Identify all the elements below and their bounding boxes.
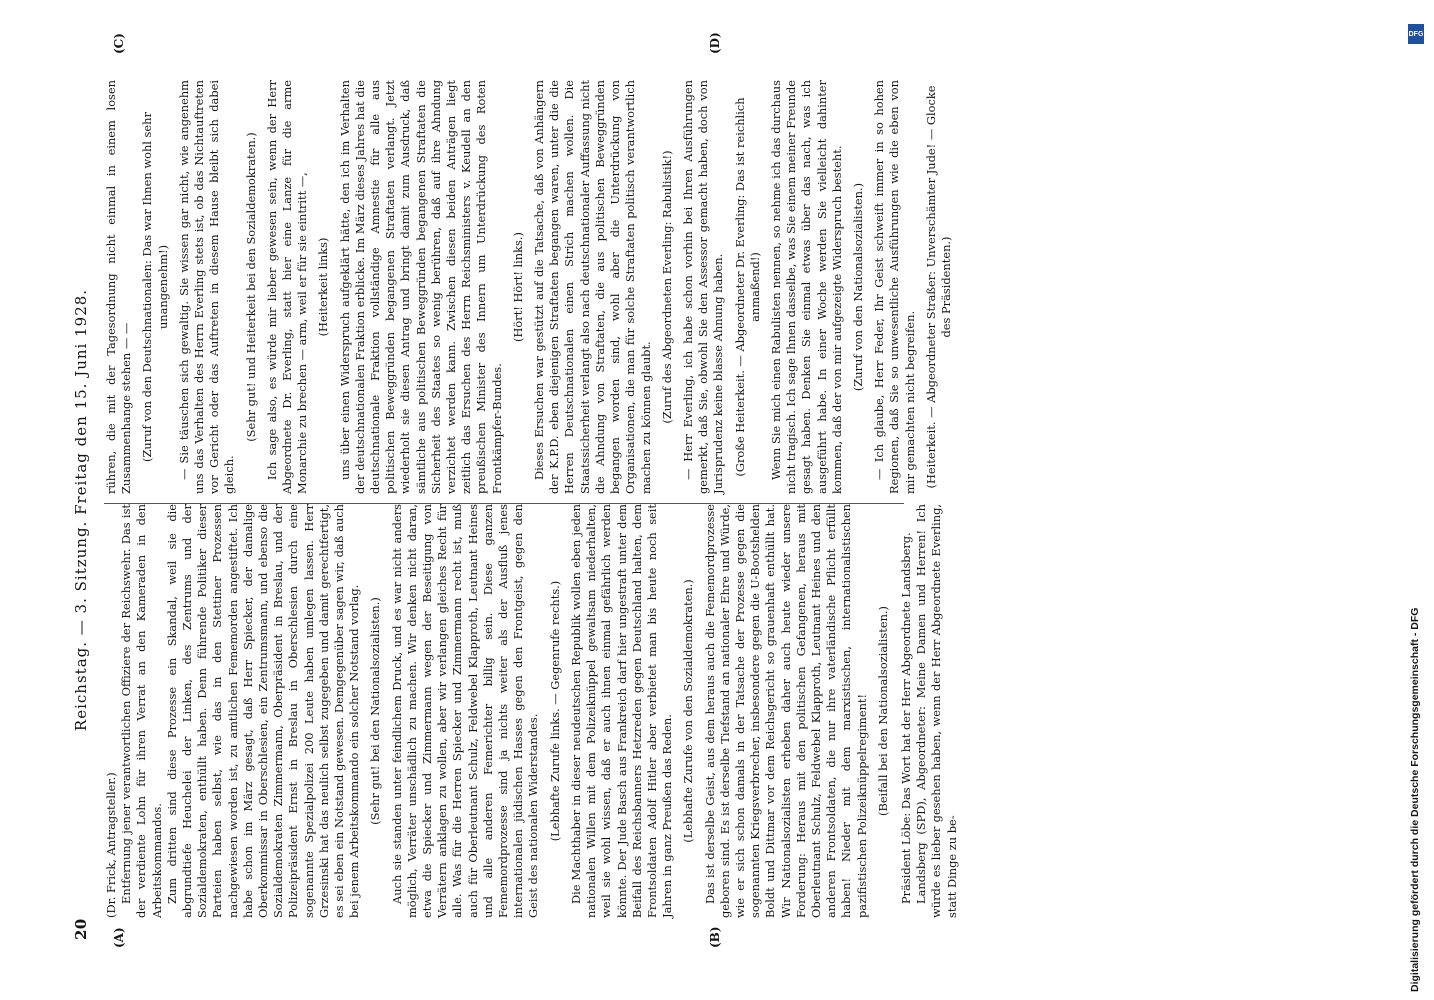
margin-mark-d: (D) xyxy=(708,32,722,54)
paragraph: (Zuruf des Abgeordneten Everling: Rabulistik!) xyxy=(659,150,674,424)
paragraph: uns über einen Widerspruch aufgeklärt hätte, den ich im Verhalten der deutschnationalen Fraktion erblicke. Im März dieses Jahres hat die deutschnationale Fraktion vollständige Amnestie für alle aus politischen Beweggründen begangenen Straftaten verlangt. Jetzt wiederholt sie diesen Antrag und bringt damit zum Ausdruck, daß sämtliche aus politischen Beweggründen begangenen Straftaten die Sicherheit des Staates so wenig berühren, daß auf ihre Ahndung verzichtet werden kann. Zwischen diesen beiden Anträgen liegt zeitlich das Ersuchen des Herrn Reichsministers v. Keudell an den preußischen Minister des Innern um Unterdrückung des Roten Frontkämpfer-Bundes. xyxy=(337,80,504,494)
paragraph: (Zuruf von den Deutschnationalen: Das war Ihnen wohl sehr unangenehm!) xyxy=(140,112,170,462)
paragraph: Entfernung jener verantwortlichen Offiziere der Reichswehr. Das ist der verdiente Lohn für ihren Verrat an den Kameraden in den Arbeitskommandos. xyxy=(119,504,164,918)
paragraph: Auch sie standen unter feindlichem Druck, und es war nicht anders möglich, Verräter unschädlich zu machen. Wir denken nicht daran, etwa die Spiecker und Zimmermann wegen der Beseitigung von Verrätern anklagen zu wollen, aber wir verlangen gleiches Recht für alle. Was für die Herren Spiecker und Zimmermann recht ist, muß auch für Oberleutnant Schulz, Feldwebel Klapproth, Leutnant Heines und alle anderen Femerichter billig sein. Diese ganzen Fememordprozesse sind ja nichts weiter als der Ausfluß jenes internationalen jüdischen Hasses gegen den Frontgeist, gegen den Geist des nationalen Widerstandes. xyxy=(389,504,541,918)
dfg-logo: DFG xyxy=(1408,24,1424,44)
paragraph: (Zuruf von den Nationalsozialisten.) xyxy=(850,182,865,392)
paragraph: Präsident Löbe: Das Wort hat der Herr Abgeordnete Landsberg. xyxy=(898,532,913,904)
running-header: Reichstag. — 3. Sitzung. Freitag den 15. Juni 1928. xyxy=(72,288,90,732)
left-column xyxy=(104,504,960,918)
paragraph: (Dr. Frick, Antragsteller.) xyxy=(104,772,118,918)
paragraph: Wenn Sie mich einen Rabulisten nennen, so nehme ich das durchaus nicht tragisch. Ich sage Ihnen dasselbe, was Sie einem meiner Freunde gesagt haben. Denken Sie einmal etwas über das nach, was ich ausgeführt habe. In einer Woche werden Sie vielleicht dahinter kommen, daß der von mir aufgezeigte Widerspruch besteht. xyxy=(768,80,844,494)
column-divider xyxy=(104,503,904,504)
paragraph: — Ich glaube, Herr Feder, Ihr Geist schweift immer in so hohen Regionen, daß Sie so unwesentliche Ausführungen wie die eben von mir gemachten nicht begreifen. xyxy=(872,80,917,494)
credit-text: Digitalisierung gefördert durch die Deutsche Forschungsgemeinschaft - DFG xyxy=(1409,607,1421,992)
paragraph: Das ist derselbe Geist, aus dem heraus auch die Fememordprozesse geboren sind. Es ist derselbe Tiefstand an nationaler Ehre und Würde, wie er sich schon damals in der Tatsache der Prozesse gegen die sogenannten Kriegsverbrecher, insbesondere gegen die U-Bootshelden Boldt und Dittmar vor dem Reichsgericht so grauenhaft enthüllt hat. Wir Nationalsozialisten erheben daher auch heute wieder unsere Forderung: Heraus mit den politischen Gefangenen, heraus mit Oberleutnant Schulz, Feldwebel Klapproth, Leutnant Heines und den anderen Frontsoldaten, die nur ihre vaterländische Pflicht erfüllt haben! Nieder mit dem marxistischen, internationalistischen pazifistischen Polizeiknüppelregiment! xyxy=(702,504,869,918)
paragraph: (Große Heiterkeit. — Abgeordneter Dr. Everling: Das ist reichlich anmaßend!) xyxy=(732,97,762,477)
paragraph: (Beifall bei den Nationalsozialisten.) xyxy=(875,606,890,816)
paragraph: (Hört! Hört! links.) xyxy=(510,232,525,342)
paragraph: — Herr Everling, ich habe schon vorhin bei Ihren Ausführungen gemerkt, daß Sie, obwohl Sie den Assessor gemacht haben, doch von Jurisprudenz keine blasse Ahnung haben. xyxy=(680,80,726,494)
paragraph: (Sehr gut! bei den Nationalsozialisten.) xyxy=(368,597,383,825)
paragraph: (Sehr gut! und Heiterkeit bei den Sozialdemokraten.) xyxy=(243,132,258,442)
margin-mark-a: (A) xyxy=(112,927,126,948)
paragraph: (Heiterkeit links) xyxy=(316,237,331,337)
paragraph: (Lebhafte Zurufe links. — Gegenrufe rechts.) xyxy=(547,580,562,842)
paragraph: — Sie täuschen sich gewaltig. Sie wissen gar nicht, wie angenehm uns das Verhalten des Herrn Everling stets ist, ob das Nichtauftreten vor Gericht oder das Auftreten in diesem Hause bleibt sich dabei gleich. xyxy=(176,80,237,494)
page-number: 20 xyxy=(72,918,90,940)
right-column xyxy=(104,80,960,494)
margin-mark-b: (B) xyxy=(708,926,722,948)
margin-mark-c: (C) xyxy=(112,33,126,54)
paragraph: (Heiterkeit. — Abgeordneter Straßer: Unverschämter Jude! — Glocke des Präsidenten.) xyxy=(923,85,953,489)
paragraph: Die Machthaber in dieser neudeutschen Republik wollen eben jeden nationalen Willen mit dem Polizeiknüppel gewaltsam niederhalten, weil sie wohl wissen, daß er auch ihnen einmal gefährlich werden könnte. Der Jude Basch aus Frankreich darf hier ungestraft unter dem Beifall des Reichsbanners Hetzreden gegen Deutschland halten, dem Frontsoldaten Adolf Hitler aber verbietet man bis heute noch seit Jahren in ganz Preußen das Reden. xyxy=(568,504,675,918)
paragraph: Dieses Ersuchen war gestützt auf die Tatsache, daß von Anhängern der K.P.D. eben diejenigen Straftaten begangen waren, unter die die Herren Deutschnationalen einen Strich machen wollen. Die Staatssicherheit verlangt also nach deutschnationaler Auffassung nicht die Ahndung von Straftaten, die aus politischen Beweggründen begangen worden sind, wohl aber die Unterdrückung von Organisationen, die man für solche Straftaten politisch verantwortlich machen zu können glaubt. xyxy=(532,80,653,494)
paragraph: Ich sage also, es würde mir lieber gewesen sein, wenn der Herr Abgeordnete Dr. Everling, statt hier eine Lanze für die arme Monarchie zu brechen — arm, weil er für sie eintritt —, xyxy=(264,80,310,494)
digitization-credit xyxy=(1400,12,1430,992)
paragraph: rühren, die mit der Tagesordnung nicht einmal in einem losen Zusammenhange stehen — — xyxy=(104,80,134,494)
paragraph: (Lebhafte Zurufe von den Sozialdemokraten.) xyxy=(681,579,696,843)
paragraph: Landsberg (SPD), Abgeordneter: Meine Damen und Herren! Ich würde es lieber gesehen haben, wenn der Herr Abgeordnete Everling, statt Dinge zu be- xyxy=(914,504,959,918)
paragraph: Zum dritten sind diese Prozesse ein Skandal, weil sie die abgrundtiefe Heuchelei der Linken, des Zentrums und der Sozialdemokraten, enthüllt haben. Denn führende Politiker dieser Parteien haben selbst, wie das in den Stettiner Prozessen nachgewiesen worden ist, zu amtlichen Fememorden angestiftet. Ich habe schon im März gesagt, daß Herr Spiecker, der damalige Oberkommissar in Oberschlesien, ein Zentrumsmann, und ebenso die Sozialdemokraten Zimmermann, Oberpräsident in Breslau, und der Polizeipräsident Ernst in Breslau in Oberschlesien durch eine sogenannte Spezialpolizei 200 Leute haben umlegen lassen. Herr Grzesinski hat das neulich selbst zugegeben und damit gerechtfertigt, es sei eben ein Notstand gewesen. Demgegenüber sagen wir, daß auch bei jenem Arbeitskommando ein solcher Notstand vorlag. xyxy=(164,504,362,918)
